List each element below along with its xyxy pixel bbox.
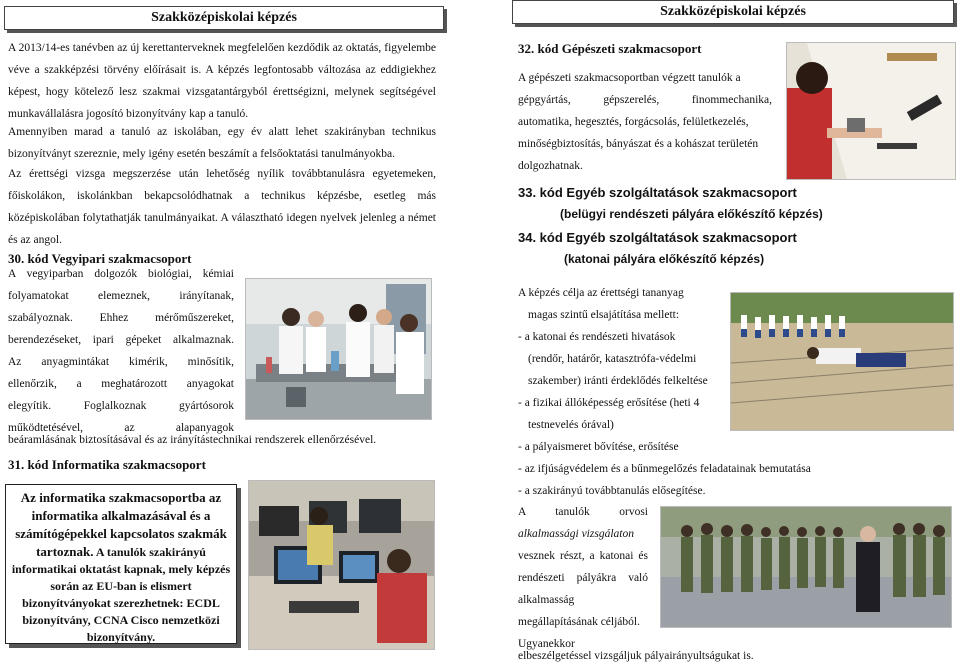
intro-paragraph: A 2013/14-es tanévben az új kerettanterveknek megfelelően kezdődik az oktatás, figyelembe véve a szakképzési törvény előírásait is. A képzés legfontosabb változása az eddigiekhez képest, hogy kötelező lesz szakmai vizsgatantárgyból érettségizni, melynek segítségével munkavállalásra jogosító bizonyítvány kap a tanuló.: [8, 42, 436, 120]
mechanical-line: A gépészeti szakmacsoportban végzett tanulók a: [518, 72, 741, 84]
military-formation-photo: [660, 506, 952, 628]
chemistry-line: A vegyiparban dolgozók biológiai, kémiai: [8, 268, 234, 280]
chemistry-description: [8, 263, 234, 439]
medical-line: alkalmasság: [518, 594, 575, 606]
goal-line: - az ifjúságvédelem és a bűnmegelőzés feladatainak bemutatása: [518, 463, 811, 475]
military-section-title: 34. kód Egyéb szolgáltatások szakmacsoport: [518, 230, 797, 245]
left-page-header: [4, 6, 444, 30]
goal-line: A képzés célja az érettségi tananyag: [518, 287, 684, 299]
chemistry-line: folyamatokat elemeznek, irányítanak,: [8, 290, 234, 302]
it-box-text: A tanulók szakirányú informatikai oktatást kapnak, mely képzés során az EU-ban is elismert bizonyítványokat szerezhetnek: ECDL bizonyítvány, CCNA Cisco nemzetközi bizonyítvány.: [11, 545, 231, 644]
medical-line: A tanulók orvosi: [518, 506, 648, 518]
chemistry-line: berendezéseket, ipari gépeket alkalmaznak.: [8, 334, 234, 346]
goal-line: - a fizikai állóképesség erősítése (heti 4: [518, 397, 700, 409]
right-page-header: [512, 0, 954, 24]
medical-line: vesznek részt, a katonai és: [518, 550, 648, 562]
it-classroom-photo: [248, 480, 435, 650]
mechanical-line: automatika, hegesztés, forgácsolás, felületkezelés,: [518, 116, 749, 128]
it-section-title: 31. kód Informatika szakmacsoport: [8, 457, 206, 472]
technician-paragraph: Amennyiben marad a tanuló az iskolában, egy év alatt lehet szakirányban technikus bizonyítványt szereznie, mely igény esetén beszámít a felsőoktatási tanulmányokba.: [8, 126, 436, 160]
goal-line: - a pályaismeret bővítése, erősítése: [518, 441, 679, 453]
medical-exam-text: [518, 501, 648, 655]
police-section-title: 33. kód Egyéb szolgáltatások szakmacsoport: [518, 185, 797, 200]
medical-line: rendészeti pályákra való: [518, 572, 648, 584]
chemistry-line: működtetésével, az alapanyagok: [8, 422, 234, 434]
chemistry-last-line: beáramlásának biztosításával és az irányítástechnikai rendszerek ellenőrzésével.: [8, 434, 377, 446]
goal-line: (rendőr, határőr, katasztrófa-védelmi: [528, 353, 697, 365]
chemistry-line: elegyítik. Foglalkoznak gyártósorok: [8, 400, 234, 412]
chemistry-lab-photo: [245, 278, 432, 420]
goal-line: - a katonai és rendészeti hivatások: [518, 331, 676, 343]
outdoor-training-photo: [730, 292, 954, 431]
chemistry-line: Az anyagmintákat kimérik, minősítik,: [8, 356, 234, 368]
left-header-title: Szakközépiskolai képzés: [151, 10, 297, 25]
mechanical-line: minőségbiztosítás, bányászat és a kohászat területén: [518, 138, 759, 150]
chemistry-line: szabályoznak. Ehhez mérőműszereket,: [8, 312, 234, 324]
goal-line: magas szintű elsajátítása mellett:: [528, 309, 680, 321]
it-box-bold-text: Az informatika szakmacsoportba az informatika alkalmazásával és a számítógépekkel kapcsolatos szakmák tartoznak.: [15, 490, 227, 559]
right-header-title: Szakközépiskolai képzés: [660, 4, 806, 19]
chemistry-section-title: 30. kód Vegyipari szakmacsoport: [8, 251, 192, 266]
mechanical-line: gépgyártás, gépszerelés, finommechanika,: [518, 94, 772, 106]
it-info-box: [5, 484, 237, 644]
goal-line: szakember) iránti érdeklődés felkeltése: [528, 375, 708, 387]
goal-line: testnevelés órával): [528, 419, 614, 431]
police-section-subtitle: (belügyi rendészeti pályára előkészítő képzés): [560, 207, 823, 221]
mechanical-section-title: 32. kód Gépészeti szakmacsoport: [518, 41, 702, 56]
medical-line: alkalmassági vizsgálaton: [518, 528, 634, 540]
mechanical-workshop-photo: [786, 42, 956, 180]
medical-line: Ugyanekkor: [518, 638, 575, 650]
mechanical-description: [518, 67, 772, 177]
military-section-subtitle: (katonai pályára előkészítő képzés): [564, 252, 765, 266]
goal-line: - a szakirányú továbbtanulás elősegítése.: [518, 485, 706, 497]
medical-last-line: elbeszélgetéssel vizsgáljuk pályairányultságukat is.: [518, 650, 754, 662]
mechanical-line: dolgozhatnak.: [518, 160, 583, 172]
chemistry-line: ellenőrzik, a meghatározott anyagokat: [8, 378, 234, 390]
medical-line: megállapításának céljából.: [518, 616, 640, 628]
further-study-paragraph: Az érettségi vizsga megszerzése után lehetőség nyílik továbbtanulásra egyetemeken, főiskolákon, iskolánkban bekapcsolódhatnak a technikus képzésbe, esetleg más középiskolában folytathatják tanulmányaikat. A választható idegen nyelvek jelenleg a német és az angol.: [8, 168, 436, 246]
